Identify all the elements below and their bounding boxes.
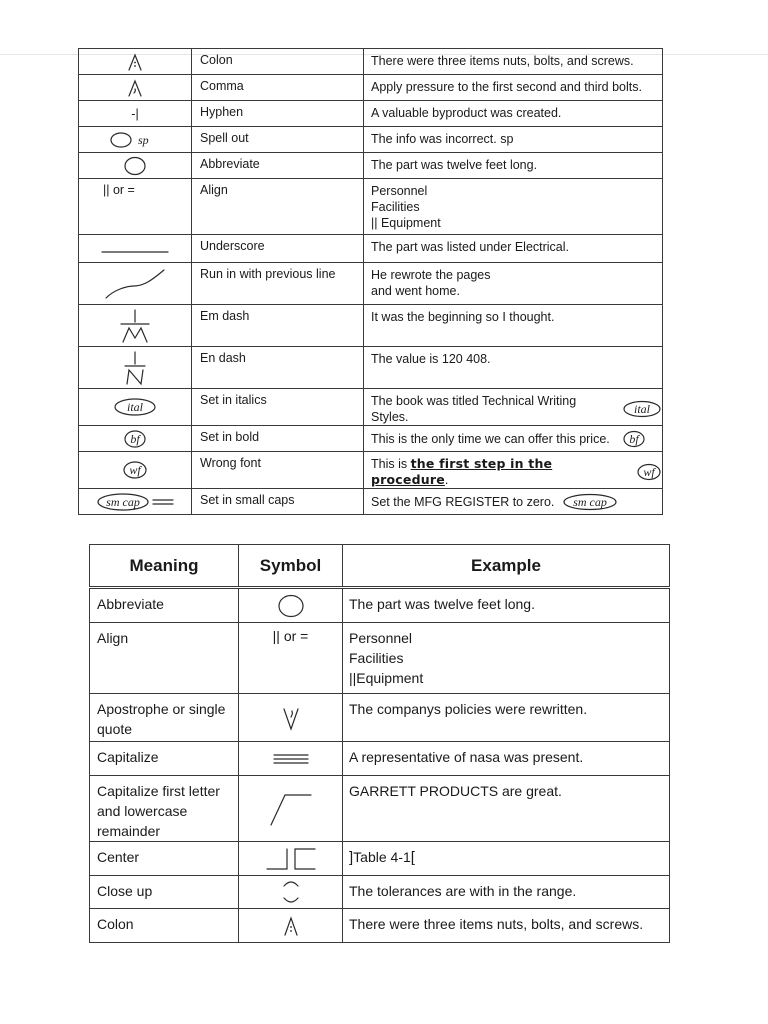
meaning-cell: Underscore bbox=[192, 235, 364, 263]
example-cell: He rewrote the pages and went home. bbox=[364, 263, 663, 305]
meaning-cell: Capitalize bbox=[90, 742, 239, 776]
slash-bar-icon bbox=[239, 776, 343, 842]
svg-text:sp: sp bbox=[138, 132, 149, 147]
example-cell: The part was listed under Electrical. bbox=[364, 235, 663, 263]
table-row bbox=[79, 101, 663, 127]
bf-mark-icon bbox=[79, 426, 192, 452]
circle-icon bbox=[79, 153, 192, 179]
spell-out-icon bbox=[79, 127, 192, 153]
table-row bbox=[90, 876, 670, 909]
meaning-cell: Set in bold bbox=[192, 426, 364, 452]
apostrophe-mark-icon bbox=[239, 694, 343, 742]
example-cell: A representative of nasa was present. bbox=[343, 742, 670, 776]
meaning-cell: Close up bbox=[90, 876, 239, 909]
example-cell: Personnel Facilities ||Equipment bbox=[343, 623, 670, 694]
caret-symbol-icon bbox=[79, 49, 192, 75]
example-cell: The companys policies were rewritten. bbox=[343, 694, 670, 742]
triple-underline-icon bbox=[239, 742, 343, 776]
example-cell: The part was twelve feet long. bbox=[343, 588, 670, 623]
header-symbol: Symbol bbox=[239, 545, 343, 588]
underscore-line-icon bbox=[79, 235, 192, 263]
svg-text:sm cap: sm cap bbox=[573, 495, 608, 509]
meaning-cell: Capitalize first letter and lowercase remainder bbox=[90, 776, 239, 842]
svg-text:bf: bf bbox=[130, 431, 140, 446]
hyphen-symbol: -| bbox=[79, 101, 192, 127]
example-cell: The part was twelve feet long. bbox=[364, 153, 663, 179]
meaning-cell: Center bbox=[90, 842, 239, 876]
meaning-cell: Set in italics bbox=[192, 389, 364, 426]
svg-text:sm cap: sm cap bbox=[106, 494, 140, 509]
table-row bbox=[79, 452, 663, 489]
example-cell: The value is 120 408. bbox=[364, 347, 663, 389]
example-cell: ]Table 4-1[ bbox=[343, 842, 670, 876]
sm-cap-mark-icon bbox=[79, 489, 192, 515]
example-cell: Set the MFG REGISTER to zero. sm cap bbox=[364, 489, 663, 515]
table-header-row bbox=[90, 545, 670, 588]
caret-symbol-icon bbox=[239, 909, 343, 943]
table-row bbox=[79, 305, 663, 347]
center-brackets-icon bbox=[239, 842, 343, 876]
proofreading-marks-table-1 bbox=[78, 48, 663, 515]
caret-comma-icon bbox=[79, 75, 192, 101]
table-row bbox=[90, 588, 670, 623]
svg-text:ital: ital bbox=[633, 402, 651, 416]
table-row bbox=[79, 179, 663, 235]
table-row bbox=[90, 623, 670, 694]
example-cell: The info was incorrect. sp bbox=[364, 127, 663, 153]
ital-mark-icon bbox=[79, 389, 192, 426]
table-row bbox=[79, 153, 663, 179]
example-cell: There were three items nuts, bolts, and screws. bbox=[343, 909, 670, 943]
svg-text:wf: wf bbox=[643, 465, 655, 479]
table-row bbox=[79, 49, 663, 75]
example-cell: The book was titled Technical Writing Styles. ital bbox=[364, 389, 663, 426]
meaning-cell: Spell out bbox=[192, 127, 364, 153]
example-cell: This is the first step in the procedure. wf bbox=[364, 452, 663, 489]
close-up-icon bbox=[239, 876, 343, 909]
table-row bbox=[79, 347, 663, 389]
table-row bbox=[79, 75, 663, 101]
table-row bbox=[90, 742, 670, 776]
example-cell: GARRETT PRODUCTS are great. bbox=[343, 776, 670, 842]
table-row bbox=[90, 776, 670, 842]
example-cell: It was the beginning so I thought. bbox=[364, 305, 663, 347]
example-cell: Apply pressure to the first second and third bolts. bbox=[364, 75, 663, 101]
svg-text:bf: bf bbox=[629, 432, 639, 446]
wf-mark-icon bbox=[79, 452, 192, 489]
meaning-cell: Align bbox=[192, 179, 364, 235]
meaning-cell: Run in with previous line bbox=[192, 263, 364, 305]
table-row bbox=[90, 842, 670, 876]
table-row bbox=[90, 694, 670, 742]
en-dash-mark-icon bbox=[79, 347, 192, 389]
circle-icon bbox=[239, 588, 343, 623]
meaning-cell: Wrong font bbox=[192, 452, 364, 489]
table-row bbox=[79, 389, 663, 426]
header-meaning: Meaning bbox=[90, 545, 239, 588]
em-dash-mark-icon bbox=[79, 305, 192, 347]
proofreading-marks-table-2 bbox=[89, 544, 670, 943]
table-row bbox=[79, 263, 663, 305]
meaning-cell: En dash bbox=[192, 347, 364, 389]
table-row bbox=[79, 426, 663, 452]
run-in-curve-icon bbox=[79, 263, 192, 305]
meaning-cell: Colon bbox=[192, 49, 364, 75]
table-row bbox=[79, 127, 663, 153]
meaning-cell: Comma bbox=[192, 75, 364, 101]
align-symbol: || or = bbox=[239, 623, 343, 694]
meaning-cell: Hyphen bbox=[192, 101, 364, 127]
example-cell: The tolerances are with in the range. bbox=[343, 876, 670, 909]
table-row bbox=[79, 235, 663, 263]
meaning-cell: Abbreviate bbox=[90, 588, 239, 623]
example-cell: Personnel Facilities || Equipment bbox=[364, 179, 663, 235]
table-row bbox=[79, 489, 663, 515]
example-cell: There were three items nuts, bolts, and screws. bbox=[364, 49, 663, 75]
header-example: Example bbox=[343, 545, 670, 588]
meaning-cell: Set in small caps bbox=[192, 489, 364, 515]
meaning-cell: Align bbox=[90, 623, 239, 694]
example-cell: This is the only time we can offer this price. bf bbox=[364, 426, 663, 452]
meaning-cell: Em dash bbox=[192, 305, 364, 347]
svg-text:wf: wf bbox=[129, 463, 141, 477]
table-row bbox=[90, 909, 670, 943]
example-cell: A valuable byproduct was created. bbox=[364, 101, 663, 127]
meaning-cell: Abbreviate bbox=[192, 153, 364, 179]
align-symbol: || or = bbox=[79, 179, 192, 235]
meaning-cell: Apostrophe or single quote bbox=[90, 694, 239, 742]
meaning-cell: Colon bbox=[90, 909, 239, 943]
svg-text:ital: ital bbox=[126, 400, 144, 414]
